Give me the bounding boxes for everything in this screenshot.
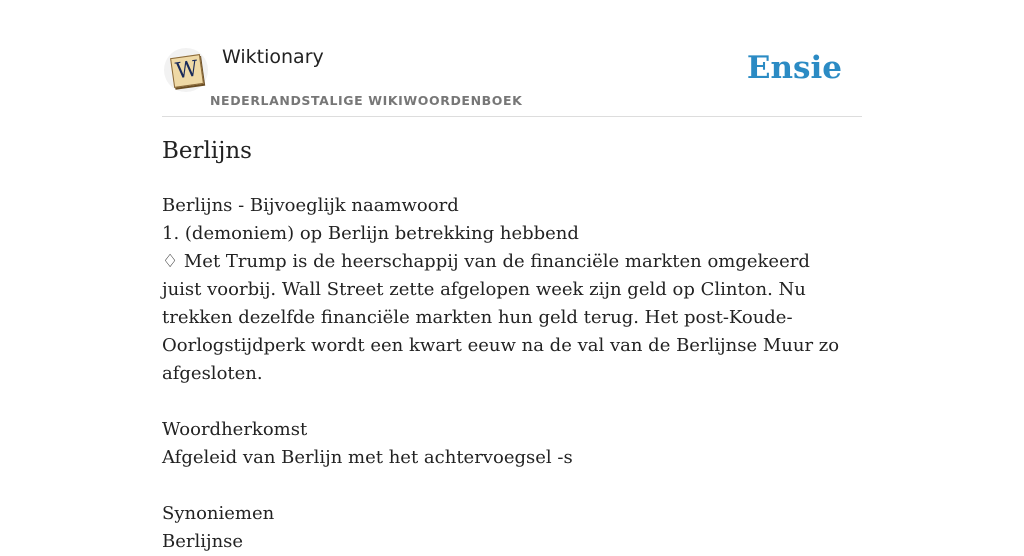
entry-example: ♢ Met Trump is de heerschappij van de financiële markten omgekeerd juist voorbij. Wall Street zette afgelopen week zijn geld op Clinton. Nu trekken dezelfde financiële markten hun geld terug. Het post-Koude-Oorlogstijdperk wordt een kwart eeuw na de val van de Berlijnse Muur zo afgesloten.	[162, 251, 840, 384]
synonyms-heading: Synoniemen	[162, 503, 275, 524]
logo-tile: W	[170, 54, 204, 88]
etymology-text: Afgeleid van Berlijn met het achtervoegsel -s	[162, 447, 573, 468]
site-title[interactable]: Wiktionary	[222, 46, 324, 68]
spacer	[162, 388, 842, 416]
wiktionary-logo-icon[interactable]	[164, 48, 208, 92]
site-header	[162, 44, 862, 117]
page-title: Berlijns	[162, 138, 252, 164]
entry-definition: 1. (demoniem) op Berlijn betrekking hebbend	[162, 223, 579, 244]
synonym-item: Berlijnse	[162, 531, 244, 552]
ensie-brand-logo[interactable]: Ensie	[746, 50, 842, 86]
etymology-heading: Woordherkomst	[162, 419, 308, 440]
entry-heading: Berlijns - Bijvoeglijk naamwoord	[162, 195, 459, 216]
spacer	[162, 472, 842, 500]
entry-content	[162, 192, 842, 556]
site-subtitle: NEDERLANDSTALIGE WIKIWOORDENBOEK	[210, 93, 523, 108]
